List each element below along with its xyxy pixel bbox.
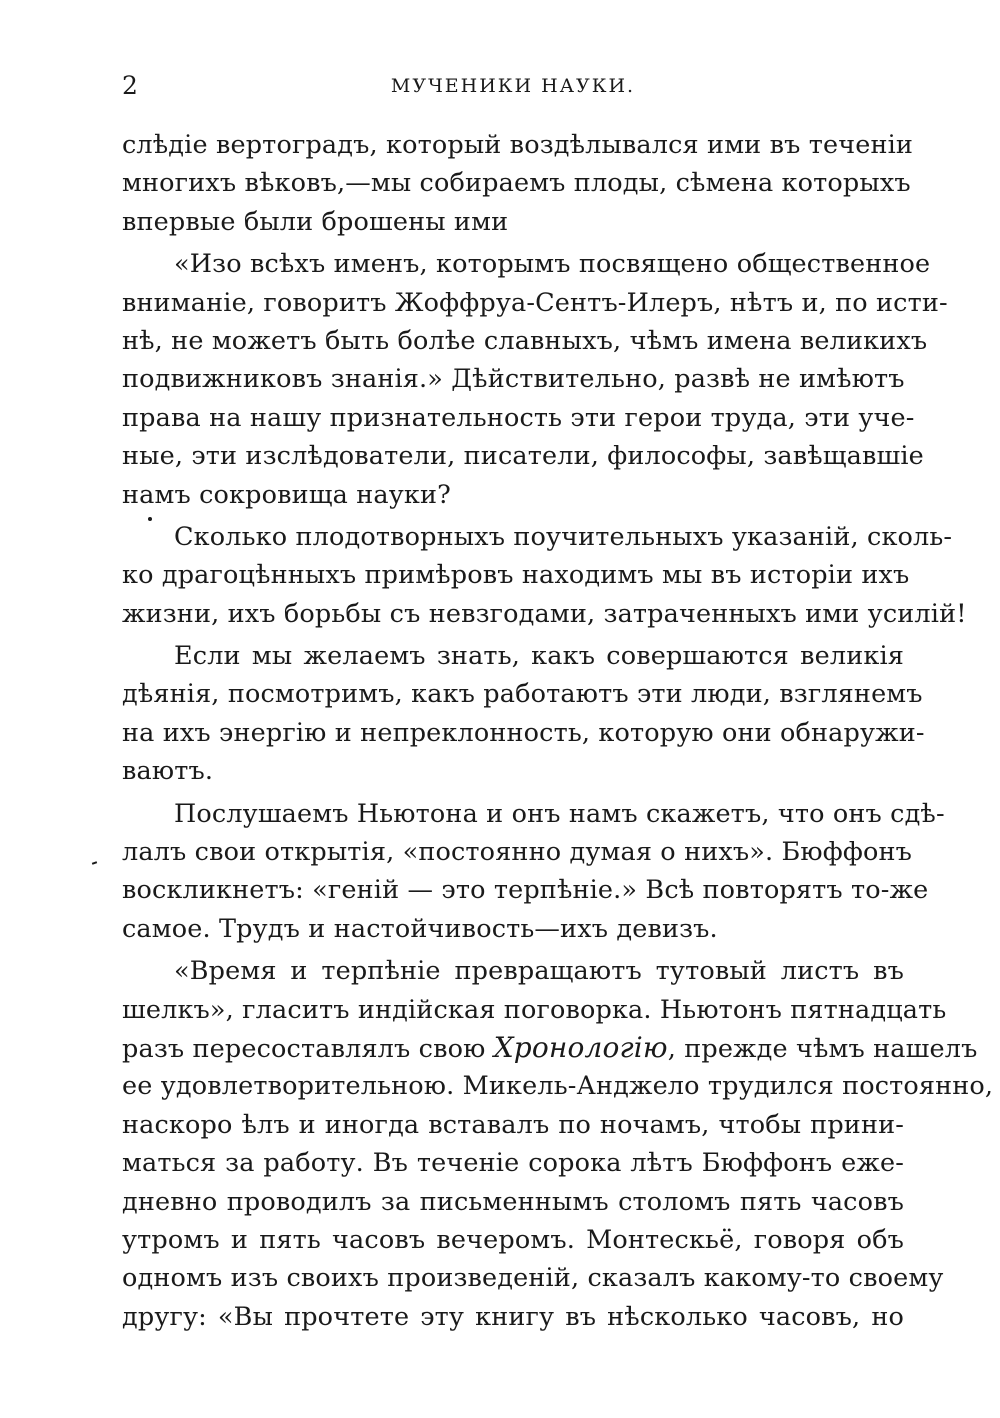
- text-line: многихъ вѣковъ,—мы собираемъ плоды, сѣмена которыхъ: [122, 168, 911, 199]
- text-line: Если мы желаемъ знать, какъ совершаются великія: [174, 641, 904, 672]
- text-line: права на нашу признательность эти герои труда, эти уче-: [122, 402, 915, 433]
- body-text: [122, 126, 994, 1336]
- paragraph-2: [122, 245, 948, 514]
- page-number: 2: [122, 71, 138, 100]
- text-line: «Время и терпѣніе превращаютъ тутовый листъ въ: [174, 956, 904, 987]
- text-line: лалъ свои открытія, «постоянно думая о нихъ». Бюффонъ: [122, 837, 913, 868]
- text-line: Сколько плодотворныхъ поучительныхъ указаній, сколь-: [174, 521, 953, 552]
- text-line: впервые были брошены ими: [122, 206, 509, 237]
- text-line: «Изо всѣхъ именъ, которымъ посвящено общественное: [174, 249, 931, 280]
- text-line: дневно проводилъ за письменнымъ столомъ пять часовъ: [122, 1186, 904, 1217]
- text-line: шелкъ», гласитъ индійская поговорка. Ньютонъ пятнадцать: [122, 994, 947, 1025]
- text-line: вниманіе, говоритъ Жоффруа-Сентъ-Илеръ, нѣтъ и, по исти-: [122, 287, 948, 318]
- text-line: нѣ, не можетъ быть болѣе славныхъ, чѣмъ имена великихъ: [122, 325, 928, 356]
- text-line: другу: «Вы прочтете эту книгу въ нѣсколько часовъ, но: [122, 1301, 904, 1332]
- paragraph-3: [122, 518, 967, 633]
- text-line: подвижниковъ знанія.» Дѣйствительно, развѣ не имѣютъ: [122, 364, 905, 395]
- text-line: ко драгоцѣнныхъ примѣровъ находимъ мы въ исторіи ихъ: [122, 560, 910, 591]
- paragraph-6: [122, 952, 994, 1336]
- text-line: Послушаемъ Ньютона и онъ намъ скажетъ, что онъ сдѣ-: [174, 798, 945, 829]
- italic-book-title: Хронологію: [493, 1030, 668, 1064]
- paragraph-5: [122, 795, 945, 949]
- text-line: воскликнетъ: «геній — это терпѣніе.» Всѣ повторятъ то-же: [122, 875, 929, 906]
- page-header: [122, 66, 904, 106]
- text-line: одномъ изъ своихъ произведеній, сказалъ какому-то своему: [122, 1263, 944, 1294]
- text-line-with-italic: [122, 1029, 978, 1067]
- text-line: намъ сокровища науки?: [122, 479, 451, 510]
- paragraph-1: [122, 126, 914, 241]
- paragraph-4: [122, 637, 925, 791]
- text-line: жизни, ихъ борьбы съ невзгодами, затраченныхъ ими усилій!: [122, 598, 967, 629]
- print-dash-mark: [92, 861, 97, 865]
- text-segment: разъ пересоставлялъ свою: [122, 1033, 494, 1064]
- text-line: слѣдіе вертоградъ, который воздѣлывался ими въ теченіи: [122, 130, 914, 160]
- text-line: маться за работу. Въ теченіе сорока лѣтъ Бюффонъ еже-: [122, 1148, 904, 1179]
- text-line: самое. Трудъ и настойчивость—ихъ девизъ.: [122, 913, 718, 944]
- text-line: дѣянія, посмотримъ, какъ работаютъ эти люди, взглянемъ: [122, 679, 923, 710]
- text-line: на ихъ энергію и непреклонность, которую они обнаружи-: [122, 717, 925, 748]
- text-line: ные, эти изслѣдователи, писатели, философы, завѣщавшіе: [122, 441, 924, 472]
- text-line: наскоро ѣлъ и иногда вставалъ по ночамъ, чтобы прини-: [122, 1109, 904, 1140]
- text-segment: , прежде чѣмъ нашелъ: [667, 1033, 978, 1064]
- running-title: МУЧЕНИКИ НАУКИ.: [390, 75, 636, 97]
- text-line: ее удовлетворительною. Микель-Анджело трудился постоянно,: [122, 1071, 994, 1102]
- text-line: утромъ и пять часовъ вечеромъ. Монтескьё, говоря объ: [122, 1224, 904, 1255]
- text-line: ваютъ.: [122, 756, 214, 787]
